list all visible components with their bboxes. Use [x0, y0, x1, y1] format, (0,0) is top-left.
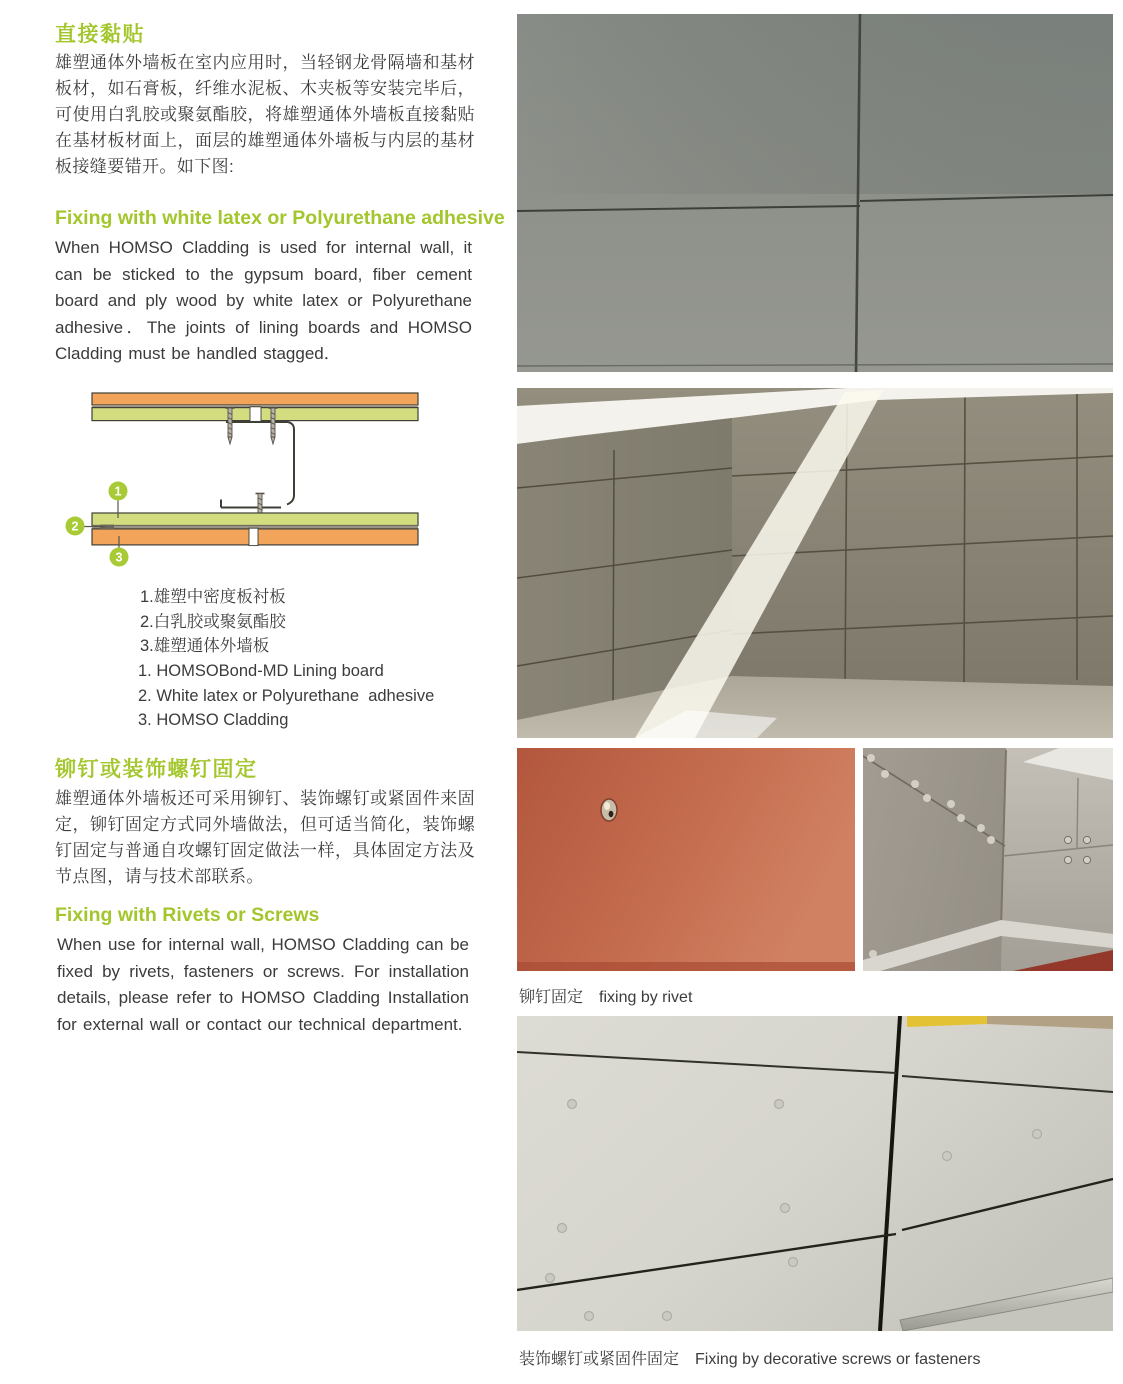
caption-screws	[519, 1346, 980, 1369]
photo-courtyard-walls	[517, 388, 1113, 738]
legend-item: 3. HOMSO Cladding	[138, 711, 289, 729]
caption-rivet	[519, 984, 692, 1007]
diagram-legend-chinese	[140, 585, 286, 659]
photo-corner-rivets	[863, 748, 1113, 971]
paragraph-fixing-latex: When HOMSO Cladding is used for internal wall, it can be sticked to the gypsum board, fiber cement board and ply wood by white latex or Polyurethane adhesive．The joints of lining boards and HOMSO Cladding must be handled stagged．	[55, 238, 472, 363]
paragraph-fixing-rivets: When use for internal wall, HOMSO Cladding can be fixed by rivets, fasteners or screws. For installation details, please refer to HOMSO Cladding Installation for external wall or contact our technical department.	[57, 935, 469, 1034]
legend-item: 3.雄塑通体外墙板	[140, 637, 270, 655]
photo-screw-panels	[517, 1016, 1113, 1331]
diagram-legend-english	[138, 659, 434, 733]
diagram-top-assembly	[92, 393, 418, 421]
photo-gray-panels	[517, 14, 1113, 372]
caption-rivet-en: fixing by rivet	[599, 989, 693, 1006]
callout-1-badge	[109, 482, 128, 501]
svg-text:3: 3	[115, 550, 123, 565]
svg-text:2: 2	[71, 519, 79, 534]
caption-rivet-cn: 铆钉固定	[519, 989, 584, 1006]
legend-item: 2.白乳胶或聚氨酯胶	[140, 612, 286, 631]
diagram-bottom-assembly	[92, 513, 418, 546]
installation-diagram	[60, 385, 480, 585]
photo-red-panel-rivet	[517, 748, 855, 971]
heading-rivet-screw: 铆钉或装饰螺钉固定	[55, 758, 258, 781]
heading-fixing-rivets: Fixing with Rivets or Screws	[55, 904, 320, 926]
caption-screws-en: Fixing by decorative screws or fasteners	[695, 1351, 981, 1368]
staggered-joint-top	[250, 407, 261, 422]
legend-item: 1.雄塑中密度板衬板	[140, 588, 286, 606]
heading-direct-paste: 直接黏贴	[55, 23, 145, 46]
staggered-joint-bottom	[249, 528, 258, 545]
callout-2-badge	[66, 517, 85, 536]
rivet-icon	[601, 799, 617, 821]
svg-text:1: 1	[114, 484, 122, 499]
legend-item: 2. White latex or Polyurethane adhesive	[138, 686, 435, 705]
callout-3-badge	[110, 548, 129, 567]
heading-fixing-latex: Fixing with white latex or Polyurethane adhesive	[55, 207, 505, 229]
caption-screws-cn: 装饰螺钉或紧固件固定	[519, 1351, 680, 1368]
paragraph-direct-paste: 雄塑通体外墙板在室内应用时，当轻钢龙骨隔墙和基材板材，如石膏板，纤维水泥板、木夹板等安装完毕后，可使用白乳胶或聚氨酯胶，将雄塑通体外墙板直接黏贴在基材板材面上，面层的雄塑通体外墙板与内层的基材板接缝要错开。如下图:	[55, 53, 475, 176]
paragraph-rivet-screw: 雄塑通体外墙板还可采用铆钉、装饰螺钉或紧固件来固定，铆钉固定方式同外墙做法，但可适当简化，装饰螺钉固定与普通自攻螺钉固定做法一样，具体固定方法及节点图，请与技术部联系。	[55, 789, 475, 886]
legend-item: 1. HOMSOBond-MD Lining board	[138, 662, 384, 680]
